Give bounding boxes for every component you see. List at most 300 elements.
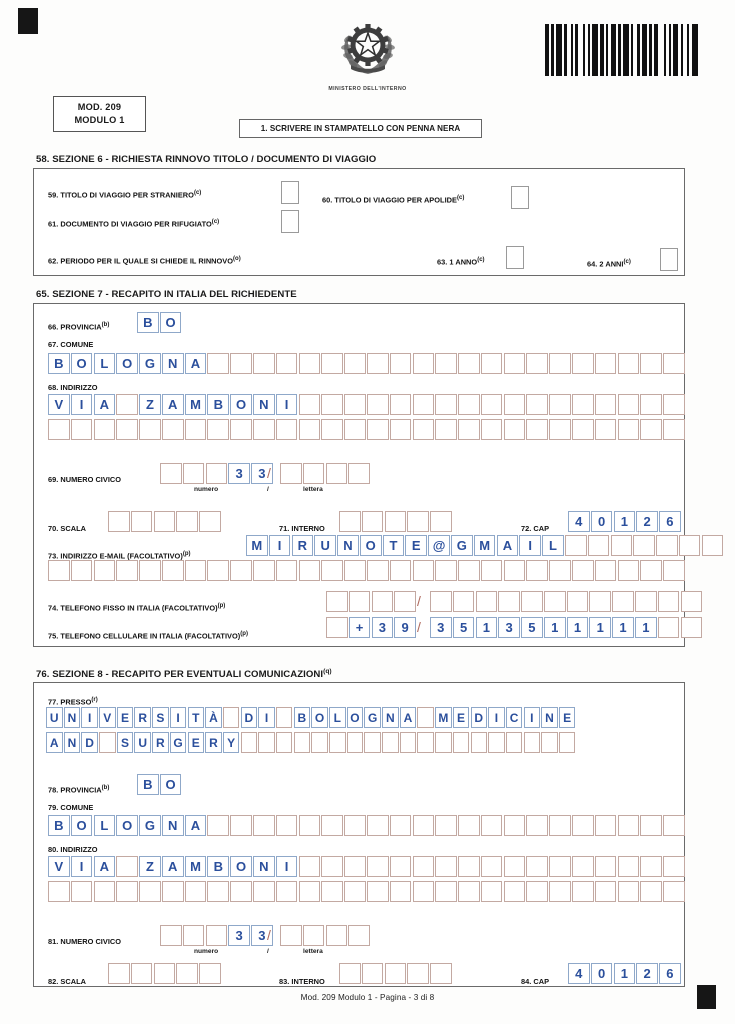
char-cell[interactable] (276, 707, 293, 728)
char-cell[interactable] (413, 881, 435, 902)
char-cell[interactable]: L (542, 535, 564, 556)
char-cell[interactable] (321, 419, 343, 440)
char-cell[interactable] (417, 732, 434, 753)
char-cell[interactable]: E (405, 535, 427, 556)
char-cell[interactable] (108, 963, 130, 984)
char-cell[interactable] (299, 394, 321, 415)
char-cell[interactable]: I (276, 856, 298, 877)
char-cell[interactable]: 3 (430, 617, 452, 638)
char-cell[interactable] (595, 394, 617, 415)
char-cell[interactable] (435, 353, 457, 374)
char-cell[interactable]: V (48, 394, 70, 415)
char-cell[interactable]: B (48, 353, 70, 374)
char-cell[interactable] (471, 732, 488, 753)
field-71-interno-cells[interactable] (339, 511, 453, 532)
char-cell[interactable] (206, 925, 228, 946)
char-cell[interactable] (339, 963, 361, 984)
char-cell[interactable]: 3 (251, 925, 273, 946)
char-cell[interactable] (595, 881, 617, 902)
char-cell[interactable] (618, 815, 640, 836)
char-cell[interactable] (116, 881, 138, 902)
char-cell[interactable] (162, 881, 184, 902)
char-cell[interactable] (207, 419, 229, 440)
char-cell[interactable]: O (347, 707, 364, 728)
char-cell[interactable]: I (81, 707, 98, 728)
char-cell[interactable]: I (170, 707, 187, 728)
char-cell[interactable]: M (474, 535, 496, 556)
char-cell[interactable] (526, 881, 548, 902)
char-cell[interactable] (321, 353, 343, 374)
char-cell[interactable] (276, 419, 298, 440)
char-cell[interactable] (567, 591, 589, 612)
char-cell[interactable] (504, 856, 526, 877)
char-cell[interactable] (71, 881, 93, 902)
char-cell[interactable] (230, 560, 252, 581)
char-cell[interactable]: O (230, 856, 252, 877)
char-cell[interactable] (131, 963, 153, 984)
char-cell[interactable]: 1 (476, 617, 498, 638)
char-cell[interactable] (618, 353, 640, 374)
char-cell[interactable]: A (94, 856, 116, 877)
char-cell[interactable] (572, 394, 594, 415)
char-cell[interactable]: 9 (394, 617, 416, 638)
char-cell[interactable]: N (337, 535, 359, 556)
field-80-indirizzo-line2-cells[interactable] (48, 881, 686, 902)
char-cell[interactable]: A (162, 394, 184, 415)
char-cell[interactable] (299, 815, 321, 836)
char-cell[interactable] (526, 856, 548, 877)
char-cell[interactable] (99, 732, 116, 753)
char-cell[interactable] (506, 732, 523, 753)
char-cell[interactable] (207, 353, 229, 374)
char-cell[interactable]: I (71, 394, 93, 415)
char-cell[interactable]: 3 (228, 463, 250, 484)
char-cell[interactable] (504, 815, 526, 836)
char-cell[interactable] (481, 353, 503, 374)
field-78-provincia-cells[interactable] (137, 774, 183, 795)
char-cell[interactable] (344, 394, 366, 415)
char-cell[interactable]: 1 (614, 963, 636, 984)
char-cell[interactable]: G (139, 815, 161, 836)
char-cell[interactable] (367, 353, 389, 374)
char-cell[interactable]: S (152, 707, 169, 728)
char-cell[interactable]: A (185, 353, 207, 374)
char-cell[interactable] (223, 707, 240, 728)
char-cell[interactable] (407, 511, 429, 532)
char-cell[interactable] (595, 419, 617, 440)
char-cell[interactable] (344, 353, 366, 374)
char-cell[interactable] (521, 591, 543, 612)
char-cell[interactable]: M (185, 856, 207, 877)
char-cell[interactable] (681, 591, 703, 612)
char-cell[interactable] (321, 394, 343, 415)
char-cell[interactable]: I (276, 394, 298, 415)
char-cell[interactable]: S (117, 732, 134, 753)
char-cell[interactable]: 6 (659, 511, 681, 532)
checkbox-60-titolo-viaggio-apolide[interactable] (511, 186, 529, 209)
char-cell[interactable]: 5 (521, 617, 543, 638)
char-cell[interactable] (385, 963, 407, 984)
char-cell[interactable] (458, 560, 480, 581)
char-cell[interactable] (382, 732, 399, 753)
char-cell[interactable]: T (383, 535, 405, 556)
char-cell[interactable] (526, 560, 548, 581)
char-cell[interactable]: U (134, 732, 151, 753)
char-cell[interactable]: C (506, 707, 523, 728)
char-cell[interactable] (481, 881, 503, 902)
char-cell[interactable] (435, 815, 457, 836)
char-cell[interactable] (253, 419, 275, 440)
char-cell[interactable] (154, 511, 176, 532)
char-cell[interactable] (453, 591, 475, 612)
char-cell[interactable] (390, 353, 412, 374)
char-cell[interactable] (618, 394, 640, 415)
char-cell[interactable] (572, 815, 594, 836)
char-cell[interactable] (276, 881, 298, 902)
char-cell[interactable] (276, 353, 298, 374)
field-70-scala-cells[interactable] (108, 511, 222, 532)
char-cell[interactable] (258, 732, 275, 753)
char-cell[interactable] (390, 394, 412, 415)
char-cell[interactable] (347, 732, 364, 753)
char-cell[interactable] (640, 353, 662, 374)
char-cell[interactable] (94, 881, 116, 902)
char-cell[interactable] (430, 511, 452, 532)
char-cell[interactable] (400, 732, 417, 753)
char-cell[interactable] (321, 560, 343, 581)
char-cell[interactable] (681, 617, 703, 638)
char-cell[interactable]: Z (139, 856, 161, 877)
char-cell[interactable]: E (559, 707, 576, 728)
char-cell[interactable] (299, 560, 321, 581)
char-cell[interactable] (162, 560, 184, 581)
char-cell[interactable]: 5 (453, 617, 475, 638)
char-cell[interactable]: U (314, 535, 336, 556)
char-cell[interactable]: N (162, 815, 184, 836)
char-cell[interactable] (367, 394, 389, 415)
field-72-cap-cells[interactable] (568, 511, 682, 532)
char-cell[interactable] (299, 881, 321, 902)
field-81-lettera-cells[interactable] (280, 925, 371, 946)
char-cell[interactable] (253, 881, 275, 902)
char-cell[interactable]: L (329, 707, 346, 728)
char-cell[interactable] (526, 419, 548, 440)
char-cell[interactable] (633, 535, 655, 556)
char-cell[interactable] (702, 535, 724, 556)
char-cell[interactable]: 3 (228, 925, 250, 946)
char-cell[interactable] (276, 560, 298, 581)
char-cell[interactable] (435, 394, 457, 415)
char-cell[interactable] (207, 815, 229, 836)
char-cell[interactable] (588, 535, 610, 556)
char-cell[interactable] (618, 560, 640, 581)
char-cell[interactable] (635, 591, 657, 612)
char-cell[interactable] (362, 963, 384, 984)
char-cell[interactable]: O (360, 535, 382, 556)
field-68-indirizzo-line2-cells[interactable] (48, 419, 686, 440)
char-cell[interactable] (48, 560, 70, 581)
char-cell[interactable] (253, 353, 275, 374)
char-cell[interactable] (116, 394, 138, 415)
char-cell[interactable] (595, 856, 617, 877)
char-cell[interactable] (367, 856, 389, 877)
char-cell[interactable]: 0 (591, 511, 613, 532)
char-cell[interactable] (230, 881, 252, 902)
char-cell[interactable]: R (152, 732, 169, 753)
field-69-lettera-cells[interactable] (280, 463, 371, 484)
char-cell[interactable] (367, 881, 389, 902)
field-81-numero-cells[interactable] (160, 925, 274, 946)
char-cell[interactable]: O (160, 774, 182, 795)
char-cell[interactable]: A (185, 815, 207, 836)
char-cell[interactable]: U (46, 707, 63, 728)
char-cell[interactable] (321, 881, 343, 902)
char-cell[interactable] (430, 591, 452, 612)
char-cell[interactable] (663, 353, 685, 374)
char-cell[interactable] (344, 419, 366, 440)
char-cell[interactable] (595, 815, 617, 836)
char-cell[interactable] (498, 591, 520, 612)
char-cell[interactable]: O (71, 353, 93, 374)
char-cell[interactable] (458, 881, 480, 902)
char-cell[interactable] (326, 463, 348, 484)
char-cell[interactable] (658, 591, 680, 612)
char-cell[interactable] (185, 560, 207, 581)
char-cell[interactable] (526, 394, 548, 415)
char-cell[interactable] (435, 856, 457, 877)
char-cell[interactable] (544, 591, 566, 612)
char-cell[interactable] (390, 560, 412, 581)
char-cell[interactable] (303, 463, 325, 484)
char-cell[interactable] (344, 856, 366, 877)
char-cell[interactable] (326, 617, 348, 638)
char-cell[interactable]: T (188, 707, 205, 728)
char-cell[interactable] (435, 560, 457, 581)
char-cell[interactable] (185, 881, 207, 902)
char-cell[interactable] (176, 511, 198, 532)
char-cell[interactable] (276, 815, 298, 836)
char-cell[interactable] (572, 560, 594, 581)
char-cell[interactable] (565, 535, 587, 556)
char-cell[interactable]: M (185, 394, 207, 415)
char-cell[interactable]: A (46, 732, 63, 753)
char-cell[interactable] (595, 560, 617, 581)
char-cell[interactable] (299, 353, 321, 374)
char-cell[interactable] (183, 925, 205, 946)
char-cell[interactable]: N (64, 707, 81, 728)
field-67-comune-cells[interactable] (48, 353, 686, 374)
char-cell[interactable] (185, 419, 207, 440)
field-74-number-cells[interactable] (430, 591, 703, 612)
char-cell[interactable] (458, 353, 480, 374)
char-cell[interactable]: 1 (567, 617, 589, 638)
char-cell[interactable] (321, 856, 343, 877)
char-cell[interactable]: G (170, 732, 187, 753)
char-cell[interactable]: R (205, 732, 222, 753)
char-cell[interactable]: B (207, 394, 229, 415)
char-cell[interactable] (162, 419, 184, 440)
char-cell[interactable] (230, 419, 252, 440)
char-cell[interactable]: M (246, 535, 268, 556)
char-cell[interactable] (321, 815, 343, 836)
char-cell[interactable] (656, 535, 678, 556)
char-cell[interactable] (207, 560, 229, 581)
char-cell[interactable]: G (364, 707, 381, 728)
char-cell[interactable] (160, 925, 182, 946)
char-cell[interactable] (413, 353, 435, 374)
char-cell[interactable] (344, 881, 366, 902)
char-cell[interactable] (611, 535, 633, 556)
char-cell[interactable] (348, 463, 370, 484)
char-cell[interactable]: D (81, 732, 98, 753)
char-cell[interactable] (280, 463, 302, 484)
char-cell[interactable] (364, 732, 381, 753)
char-cell[interactable] (71, 560, 93, 581)
char-cell[interactable] (481, 815, 503, 836)
char-cell[interactable]: @ (428, 535, 450, 556)
char-cell[interactable]: 1 (614, 511, 636, 532)
char-cell[interactable] (435, 732, 452, 753)
field-73-email-line1-cells[interactable] (246, 535, 724, 556)
char-cell[interactable] (71, 419, 93, 440)
char-cell[interactable]: 2 (636, 963, 658, 984)
char-cell[interactable] (413, 394, 435, 415)
char-cell[interactable] (344, 815, 366, 836)
field-74-prefix-cells[interactable] (326, 591, 417, 612)
char-cell[interactable]: N (253, 856, 275, 877)
char-cell[interactable]: A (162, 856, 184, 877)
char-cell[interactable] (394, 591, 416, 612)
char-cell[interactable] (572, 353, 594, 374)
char-cell[interactable] (559, 732, 576, 753)
char-cell[interactable]: I (71, 856, 93, 877)
checkbox-59-titolo-viaggio-straniero[interactable] (281, 181, 299, 204)
char-cell[interactable] (413, 856, 435, 877)
char-cell[interactable] (541, 732, 558, 753)
char-cell[interactable] (640, 815, 662, 836)
char-cell[interactable] (230, 815, 252, 836)
char-cell[interactable] (349, 591, 371, 612)
char-cell[interactable] (663, 419, 685, 440)
char-cell[interactable] (154, 963, 176, 984)
field-73-email-line2-cells[interactable] (48, 560, 686, 581)
char-cell[interactable] (663, 560, 685, 581)
char-cell[interactable]: O (116, 815, 138, 836)
char-cell[interactable]: 3 (251, 463, 273, 484)
char-cell[interactable] (407, 963, 429, 984)
char-cell[interactable] (48, 419, 70, 440)
char-cell[interactable] (549, 856, 571, 877)
char-cell[interactable]: I (524, 707, 541, 728)
char-cell[interactable] (458, 815, 480, 836)
char-cell[interactable] (390, 881, 412, 902)
char-cell[interactable]: 2 (636, 511, 658, 532)
char-cell[interactable]: V (48, 856, 70, 877)
char-cell[interactable] (116, 856, 138, 877)
field-83-interno-cells[interactable] (339, 963, 453, 984)
char-cell[interactable] (199, 511, 221, 532)
char-cell[interactable] (430, 963, 452, 984)
char-cell[interactable] (504, 419, 526, 440)
char-cell[interactable]: 3 (372, 617, 394, 638)
field-68-indirizzo-line1-cells[interactable] (48, 394, 686, 415)
char-cell[interactable] (618, 856, 640, 877)
field-77-presso-line1-cells[interactable] (46, 707, 577, 728)
char-cell[interactable] (640, 394, 662, 415)
char-cell[interactable] (572, 881, 594, 902)
char-cell[interactable] (549, 560, 571, 581)
char-cell[interactable]: V (99, 707, 116, 728)
field-80-indirizzo-line1-cells[interactable] (48, 856, 686, 877)
char-cell[interactable]: 4 (568, 963, 590, 984)
char-cell[interactable]: 1 (544, 617, 566, 638)
char-cell[interactable] (435, 881, 457, 902)
char-cell[interactable]: B (137, 312, 159, 333)
char-cell[interactable]: Y (223, 732, 240, 753)
char-cell[interactable]: 1 (635, 617, 657, 638)
char-cell[interactable]: B (137, 774, 159, 795)
char-cell[interactable] (435, 419, 457, 440)
char-cell[interactable] (488, 732, 505, 753)
char-cell[interactable] (640, 856, 662, 877)
char-cell[interactable] (413, 815, 435, 836)
char-cell[interactable]: E (188, 732, 205, 753)
char-cell[interactable]: N (64, 732, 81, 753)
char-cell[interactable] (663, 394, 685, 415)
char-cell[interactable]: O (71, 815, 93, 836)
char-cell[interactable] (385, 511, 407, 532)
char-cell[interactable]: 3 (498, 617, 520, 638)
char-cell[interactable] (326, 925, 348, 946)
checkbox-63-un-anno[interactable] (506, 246, 524, 269)
char-cell[interactable] (417, 707, 434, 728)
char-cell[interactable] (280, 925, 302, 946)
char-cell[interactable] (116, 419, 138, 440)
char-cell[interactable] (390, 856, 412, 877)
char-cell[interactable] (94, 560, 116, 581)
char-cell[interactable] (207, 881, 229, 902)
field-69-numero-cells[interactable] (160, 463, 274, 484)
field-77-presso-line2-cells[interactable] (46, 732, 577, 753)
char-cell[interactable]: B (207, 856, 229, 877)
char-cell[interactable] (458, 419, 480, 440)
char-cell[interactable] (549, 815, 571, 836)
char-cell[interactable] (199, 963, 221, 984)
char-cell[interactable] (48, 881, 70, 902)
char-cell[interactable] (679, 535, 701, 556)
field-66-provincia-cells[interactable] (137, 312, 183, 333)
char-cell[interactable]: L (94, 815, 116, 836)
char-cell[interactable] (481, 394, 503, 415)
char-cell[interactable]: B (294, 707, 311, 728)
char-cell[interactable]: B (48, 815, 70, 836)
char-cell[interactable] (458, 856, 480, 877)
char-cell[interactable] (294, 732, 311, 753)
char-cell[interactable] (589, 591, 611, 612)
char-cell[interactable]: I (269, 535, 291, 556)
char-cell[interactable] (367, 815, 389, 836)
char-cell[interactable]: O (311, 707, 328, 728)
char-cell[interactable]: O (160, 312, 182, 333)
char-cell[interactable]: 6 (659, 963, 681, 984)
char-cell[interactable]: 0 (591, 963, 613, 984)
char-cell[interactable] (329, 732, 346, 753)
char-cell[interactable] (339, 511, 361, 532)
char-cell[interactable] (183, 463, 205, 484)
char-cell[interactable] (549, 394, 571, 415)
char-cell[interactable] (549, 419, 571, 440)
char-cell[interactable] (481, 419, 503, 440)
